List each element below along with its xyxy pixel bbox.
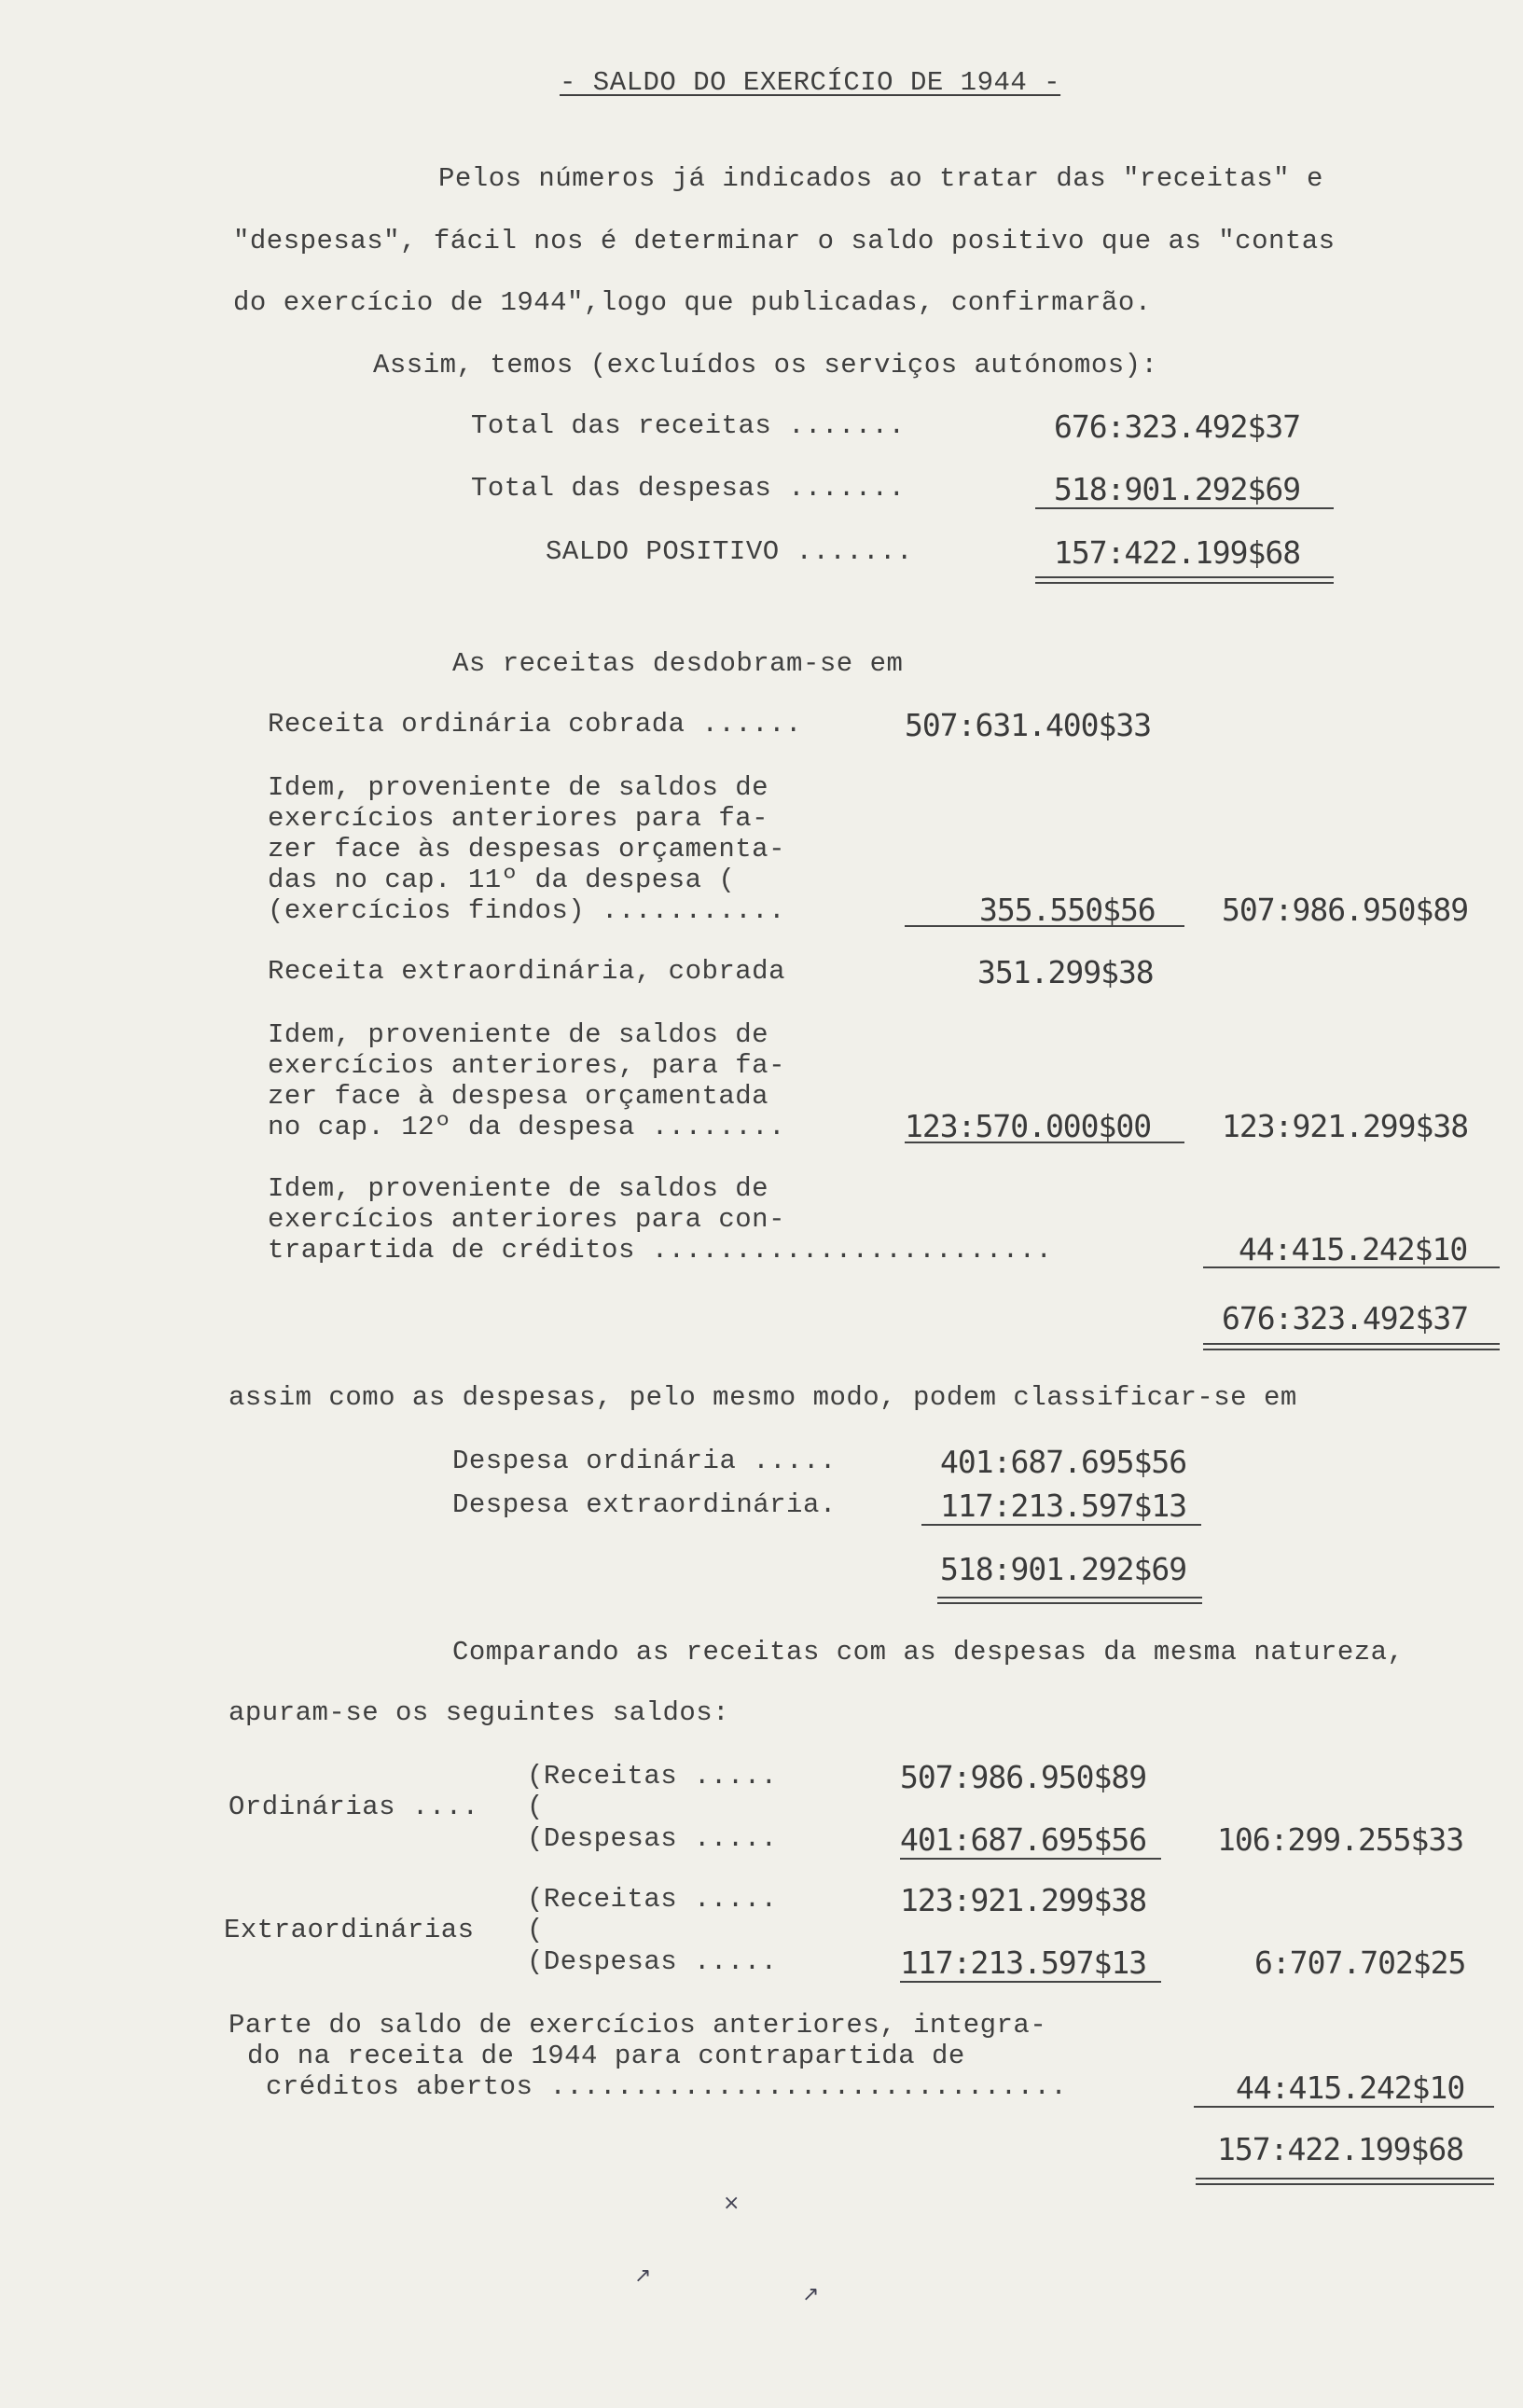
receita-r2-line-5: (exercícios findos) ........... bbox=[268, 895, 785, 926]
receita-r4-line-3: zer face à despesa orçamentada bbox=[268, 1081, 769, 1112]
parte-line-1: Parte do saldo de exercícios anteriores, integra- bbox=[228, 2010, 1047, 2041]
parte-underline bbox=[1194, 2106, 1494, 2108]
receita-ordinaria-value: 507:631.400$33 bbox=[905, 707, 1152, 743]
receita-r4-underline bbox=[905, 1142, 1184, 1143]
parte-value: 44:415.242$10 bbox=[1236, 2069, 1465, 2106]
summary-value-despesas: 518:901.292$69 bbox=[1054, 471, 1301, 507]
receita-r4-line-4: no cap. 12º da despesa ........ bbox=[268, 1112, 785, 1142]
intro-line-3: do exercício de 1944",logo que publicadas, confirmarão. bbox=[233, 287, 1152, 318]
receitas-grand-total: 676:323.492$37 bbox=[1222, 1300, 1469, 1336]
receita-r2-line-4: das no cap. 11º da despesa ( bbox=[268, 865, 736, 895]
receita-r2-line-2: exercícios anteriores para fa- bbox=[268, 803, 769, 834]
despesas-heading: assim como as despesas, pelo mesmo modo, podem classificar-se em bbox=[228, 1382, 1297, 1413]
despesa-ordinaria-label: Despesa ordinária ..... bbox=[452, 1446, 837, 1476]
extraordinarias-despesas-value: 117:213.597$13 bbox=[900, 1944, 1147, 1981]
receita-ordinaria-label: Receita ordinária cobrada ...... bbox=[268, 709, 802, 740]
ordinarias-despesas-label: (Despesas ..... bbox=[527, 1823, 778, 1854]
receita-r5-total: 44:415.242$10 bbox=[1239, 1231, 1468, 1267]
hand-mark-3: ↗ bbox=[802, 2283, 820, 2306]
summary-double-underline bbox=[1035, 576, 1334, 584]
comparacao-line-1: Comparando as receitas com as despesas da mesma natureza, bbox=[452, 1637, 1405, 1668]
despesas-underline bbox=[921, 1524, 1201, 1526]
ordinarias-saldo: 106:299.255$33 bbox=[1217, 1821, 1464, 1858]
receita-r5-line-3: trapartida de créditos ........................ bbox=[268, 1235, 1053, 1266]
despesa-extra-label: Despesa extraordinária. bbox=[452, 1489, 837, 1520]
ordinarias-label: Ordinárias .... bbox=[228, 1792, 479, 1822]
hand-mark-1: × bbox=[723, 2192, 741, 2215]
receita-r4-total: 123:921.299$38 bbox=[1222, 1108, 1469, 1144]
saldos-total: 157:422.199$68 bbox=[1217, 2131, 1464, 2167]
extraordinarias-saldo: 6:707.702$25 bbox=[1254, 1944, 1466, 1981]
receita-r5-line-2: exercícios anteriores para con- bbox=[268, 1204, 785, 1235]
despesas-total: 518:901.292$69 bbox=[940, 1551, 1187, 1587]
hand-mark-2: ↗ bbox=[634, 2264, 652, 2288]
receita-r5-line-1: Idem, proveniente de saldos de bbox=[268, 1173, 769, 1204]
receitas-double-underline bbox=[1203, 1343, 1500, 1350]
receita-r4-line-1: Idem, proveniente de saldos de bbox=[268, 1019, 769, 1050]
ordinarias-receitas-label: (Receitas ..... bbox=[527, 1761, 778, 1792]
summary-underline bbox=[1035, 507, 1334, 509]
ordinarias-paren: ( bbox=[527, 1792, 544, 1822]
extraordinarias-receitas-value: 123:921.299$38 bbox=[900, 1882, 1147, 1918]
comparacao-line-2: apuram-se os seguintes saldos: bbox=[228, 1697, 730, 1728]
despesas-double-underline bbox=[937, 1597, 1202, 1604]
receita-r4-value: 123:570.000$00 bbox=[905, 1108, 1152, 1144]
receita-r2-underline bbox=[905, 925, 1184, 927]
intro-line-4: Assim, temos (excluídos os serviços autónomos): bbox=[373, 350, 1158, 381]
ordinarias-receitas-value: 507:986.950$89 bbox=[900, 1759, 1147, 1795]
receitas-heading: As receitas desdobram-se em bbox=[452, 648, 904, 679]
receita-r2-value: 355.550$56 bbox=[979, 892, 1156, 928]
ordinarias-despesas-value: 401:687.695$56 bbox=[900, 1821, 1147, 1858]
summary-label-saldo: SALDO POSITIVO ....... bbox=[546, 536, 913, 567]
parte-line-2: do na receita de 1944 para contrapartida de bbox=[247, 2041, 965, 2071]
receita-extra-label: Receita extraordinária, cobrada bbox=[268, 956, 785, 987]
extraordinarias-despesas-label: (Despesas ..... bbox=[527, 1946, 778, 1977]
extraordinarias-underline bbox=[900, 1981, 1161, 1983]
despesa-ordinaria-value: 401:687.695$56 bbox=[940, 1444, 1187, 1480]
receita-extra-value: 351.299$38 bbox=[977, 954, 1154, 990]
extraordinarias-label: Extraordinárias bbox=[224, 1915, 475, 1945]
intro-line-1: Pelos números já indicados ao tratar das "receitas" e bbox=[438, 163, 1323, 194]
page-title: - SALDO DO EXERCÍCIO DE 1944 - bbox=[560, 67, 1061, 98]
summary-label-despesas: Total das despesas ....... bbox=[471, 473, 906, 504]
receita-r5-underline bbox=[1203, 1266, 1500, 1268]
ordinarias-underline bbox=[900, 1858, 1161, 1860]
summary-value-saldo: 157:422.199$68 bbox=[1054, 534, 1301, 571]
receita-r2-total: 507:986.950$89 bbox=[1222, 892, 1469, 928]
parte-line-3: créditos abertos ............................... bbox=[266, 2071, 1068, 2102]
summary-value-receitas: 676:323.492$37 bbox=[1054, 408, 1301, 445]
receita-r2-line-3: zer face às despesas orçamenta- bbox=[268, 834, 785, 865]
despesa-extra-value: 117:213.597$13 bbox=[940, 1488, 1187, 1524]
receita-r4-line-2: exercícios anteriores, para fa- bbox=[268, 1050, 785, 1081]
intro-line-2: "despesas", fácil nos é determinar o saldo positivo que as "contas bbox=[233, 226, 1336, 256]
extraordinarias-paren: ( bbox=[527, 1915, 544, 1945]
summary-label-receitas: Total das receitas ....... bbox=[471, 410, 906, 441]
receita-r2-line-1: Idem, proveniente de saldos de bbox=[268, 772, 769, 803]
saldos-double-underline bbox=[1196, 2178, 1494, 2185]
extraordinarias-receitas-label: (Receitas ..... bbox=[527, 1884, 778, 1915]
